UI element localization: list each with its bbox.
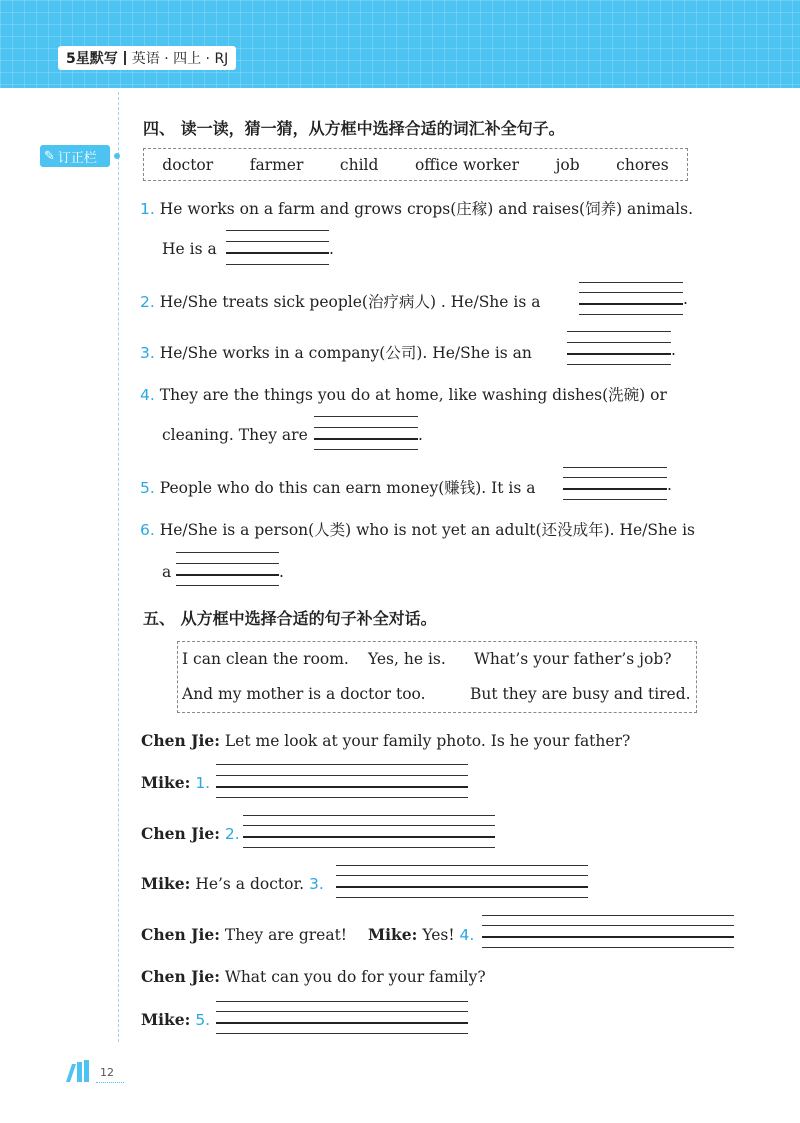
speaker-name: Mike: bbox=[141, 773, 191, 792]
footer-divider bbox=[96, 1082, 124, 1083]
dialog-text: Let me look at your family photo. Is he your father? bbox=[224, 732, 631, 750]
dialog-line-2 bbox=[141, 773, 210, 792]
blank-number: 2. bbox=[224, 825, 240, 843]
word-option: doctor bbox=[162, 155, 214, 174]
dialog-blank-5[interactable] bbox=[216, 1001, 468, 1035]
book-badge bbox=[58, 46, 236, 70]
dialog-text: They are great! bbox=[224, 926, 348, 944]
word-option: farmer bbox=[249, 155, 304, 174]
speaker-name: Chen Jie: bbox=[141, 824, 220, 843]
answer-blank-3[interactable] bbox=[567, 331, 671, 366]
word-option: job bbox=[555, 155, 580, 174]
dialog-line-4 bbox=[141, 874, 324, 893]
brand-label: 5星默写 bbox=[66, 51, 118, 67]
correction-dot bbox=[114, 153, 120, 159]
sentence-option: But they are busy and tired. bbox=[470, 685, 691, 703]
sentence-option: What’s your father’s job? bbox=[474, 650, 672, 668]
dialog-line-5 bbox=[141, 925, 347, 944]
speaker-name: Mike: bbox=[141, 1010, 191, 1029]
question-number: 1. bbox=[140, 200, 155, 218]
dialog-text: Yes! bbox=[422, 926, 455, 944]
period: . bbox=[279, 563, 284, 581]
dialog-text: What can you do for your family? bbox=[224, 968, 486, 986]
question-5-line bbox=[140, 476, 536, 498]
sentence-option: And my mother is a doctor too. bbox=[182, 685, 426, 703]
dialog-blank-4[interactable] bbox=[482, 915, 734, 949]
speaker-name: Chen Jie: bbox=[141, 925, 220, 944]
speaker-name: Chen Jie: bbox=[141, 967, 220, 986]
section5-title: 五、 从方框中选择合适的句子补全对话。 bbox=[143, 609, 437, 628]
question-text: He is a bbox=[162, 240, 217, 258]
question-text: People who do this can earn money(赚钱). It is a bbox=[159, 479, 536, 497]
correction-tag bbox=[40, 145, 110, 167]
dialog-text: He’s a doctor. bbox=[195, 875, 305, 893]
word-option: office worker bbox=[414, 155, 520, 174]
period: . bbox=[418, 426, 423, 444]
blank-number: 4. bbox=[459, 926, 475, 944]
correction-label: 订正栏 bbox=[57, 150, 97, 166]
question-3-line bbox=[140, 341, 532, 363]
question-number: 3. bbox=[140, 344, 155, 362]
question-1-line-b bbox=[162, 240, 217, 258]
period: . bbox=[671, 341, 676, 359]
dialog-blank-3[interactable] bbox=[336, 865, 588, 899]
badge-divider bbox=[124, 51, 126, 65]
question-text: He works on a farm and grows crops(庄稼) and raises(饲养) animals. bbox=[159, 200, 694, 218]
question-2-line bbox=[140, 290, 540, 312]
dialog-line-7 bbox=[141, 1010, 210, 1029]
question-text: They are the things you do at home, like washing dishes(洗碗) or bbox=[159, 386, 667, 404]
question-number: 5. bbox=[140, 479, 155, 497]
sentence-option: Yes, he is. bbox=[368, 650, 446, 668]
dialog-line-1 bbox=[141, 731, 630, 750]
blank-number: 5. bbox=[195, 1011, 211, 1029]
pencil-icon: ✎ bbox=[44, 148, 55, 164]
section4-title: 四、 读一读，猜一猜，从方框中选择合适的词汇补全句子。 bbox=[143, 119, 565, 138]
speaker-name: Mike: bbox=[141, 874, 191, 893]
blank-number: 3. bbox=[309, 875, 324, 893]
answer-blank-1[interactable] bbox=[226, 230, 329, 266]
question-number: 2. bbox=[140, 293, 155, 311]
answer-blank-2[interactable] bbox=[579, 282, 683, 316]
question-number: 6. bbox=[140, 521, 155, 539]
question-text: He/She works in a company(公司). He/She is an bbox=[159, 344, 532, 362]
subject-label: 英语 · 四上 · RJ bbox=[131, 51, 229, 67]
speaker-name: Chen Jie: bbox=[141, 731, 220, 750]
answer-blank-4[interactable] bbox=[314, 416, 418, 451]
dialog-line-6 bbox=[141, 967, 486, 986]
question-text: cleaning. They are bbox=[162, 426, 308, 444]
page-number: 12 bbox=[100, 1066, 114, 1079]
word-box bbox=[143, 148, 688, 181]
margin-divider bbox=[118, 92, 119, 1042]
blank-number: 1. bbox=[195, 774, 211, 792]
sentence-box bbox=[177, 641, 697, 713]
period: . bbox=[683, 290, 688, 308]
question-4-line-b bbox=[162, 426, 308, 444]
sentence-option: I can clean the room. bbox=[182, 650, 349, 668]
question-1-line-a bbox=[140, 197, 693, 219]
answer-blank-6[interactable] bbox=[176, 552, 279, 587]
word-option: chores bbox=[616, 155, 669, 174]
header-band bbox=[0, 0, 800, 88]
speaker-name: Mike: bbox=[368, 925, 418, 944]
dialog-blank-1[interactable] bbox=[216, 764, 468, 799]
books-icon bbox=[66, 1060, 94, 1082]
question-number: 4. bbox=[140, 386, 155, 404]
dialog-line-3 bbox=[141, 824, 240, 843]
dialog-line-5b bbox=[368, 925, 474, 944]
word-option: child bbox=[339, 155, 379, 174]
dialog-blank-2[interactable] bbox=[243, 815, 495, 849]
period: . bbox=[667, 476, 672, 494]
question-6-line-b bbox=[162, 563, 171, 581]
period: . bbox=[329, 240, 334, 258]
question-text: a bbox=[162, 563, 172, 581]
question-text: He/She treats sick people(治疗病人) . He/She is a bbox=[159, 293, 541, 311]
question-text: He/She is a person(人类) who is not yet an adult(还没成年). He/She is bbox=[159, 521, 696, 539]
answer-blank-5[interactable] bbox=[563, 467, 667, 501]
question-4-line-a bbox=[140, 383, 667, 405]
question-6-line-a bbox=[140, 518, 695, 540]
